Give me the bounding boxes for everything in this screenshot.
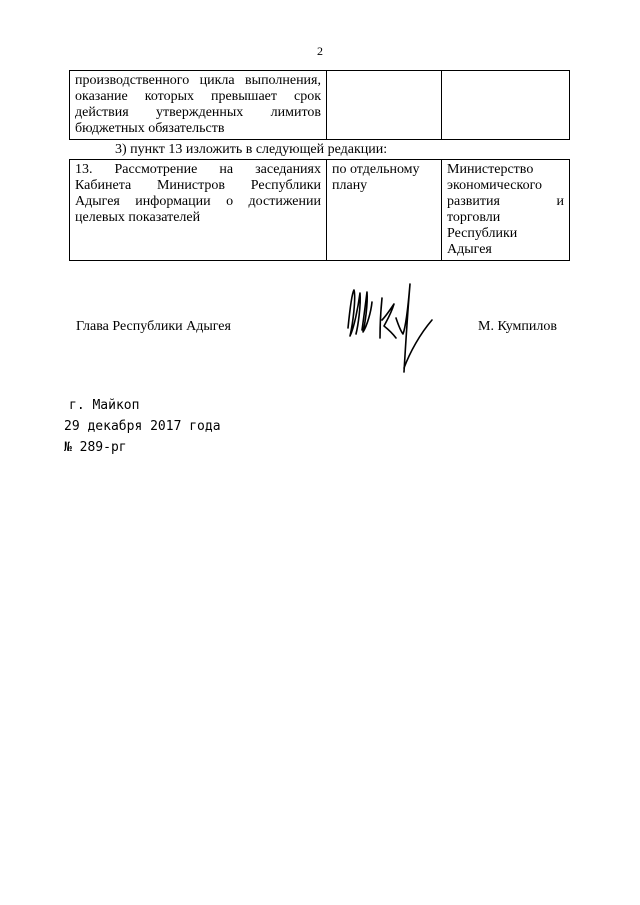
- stamp-city: г. Майкоп: [69, 398, 140, 413]
- page-number: 2: [317, 44, 323, 58]
- table-cell-responsible: Министерство экономического развития и торговли Республики Адыгея: [442, 160, 570, 261]
- table-cell-term: по отдельному плану: [327, 160, 442, 261]
- table-cell-text: 13. Рассмотрение на заседаниях Кабинета Министров Республики Адыгея информации о достижении целевых показателей: [70, 160, 327, 261]
- continued-table: [69, 70, 570, 140]
- amendment-line: 3) пункт 13 изложить в следующей редакции:: [115, 142, 388, 157]
- new-item-table: [69, 159, 570, 261]
- signatory-name: М. Кумпилов: [478, 319, 557, 334]
- stamp-date: 29 декабря 2017 года: [64, 419, 221, 434]
- stamp-number: № 289-рг: [64, 440, 127, 455]
- table-cell-term: [327, 71, 442, 140]
- table-row: [70, 160, 570, 261]
- signatory-position: Глава Республики Адыгея: [76, 319, 231, 334]
- table-row: [70, 71, 570, 140]
- handwritten-signature: [336, 268, 446, 388]
- table-cell-responsible: [442, 71, 570, 140]
- registration-stamp: [64, 395, 221, 458]
- table-cell-text: производственного цикла выполнения, оказание которых превышает срок действия утвержденных лимитов бюджетных обязательств: [70, 71, 327, 140]
